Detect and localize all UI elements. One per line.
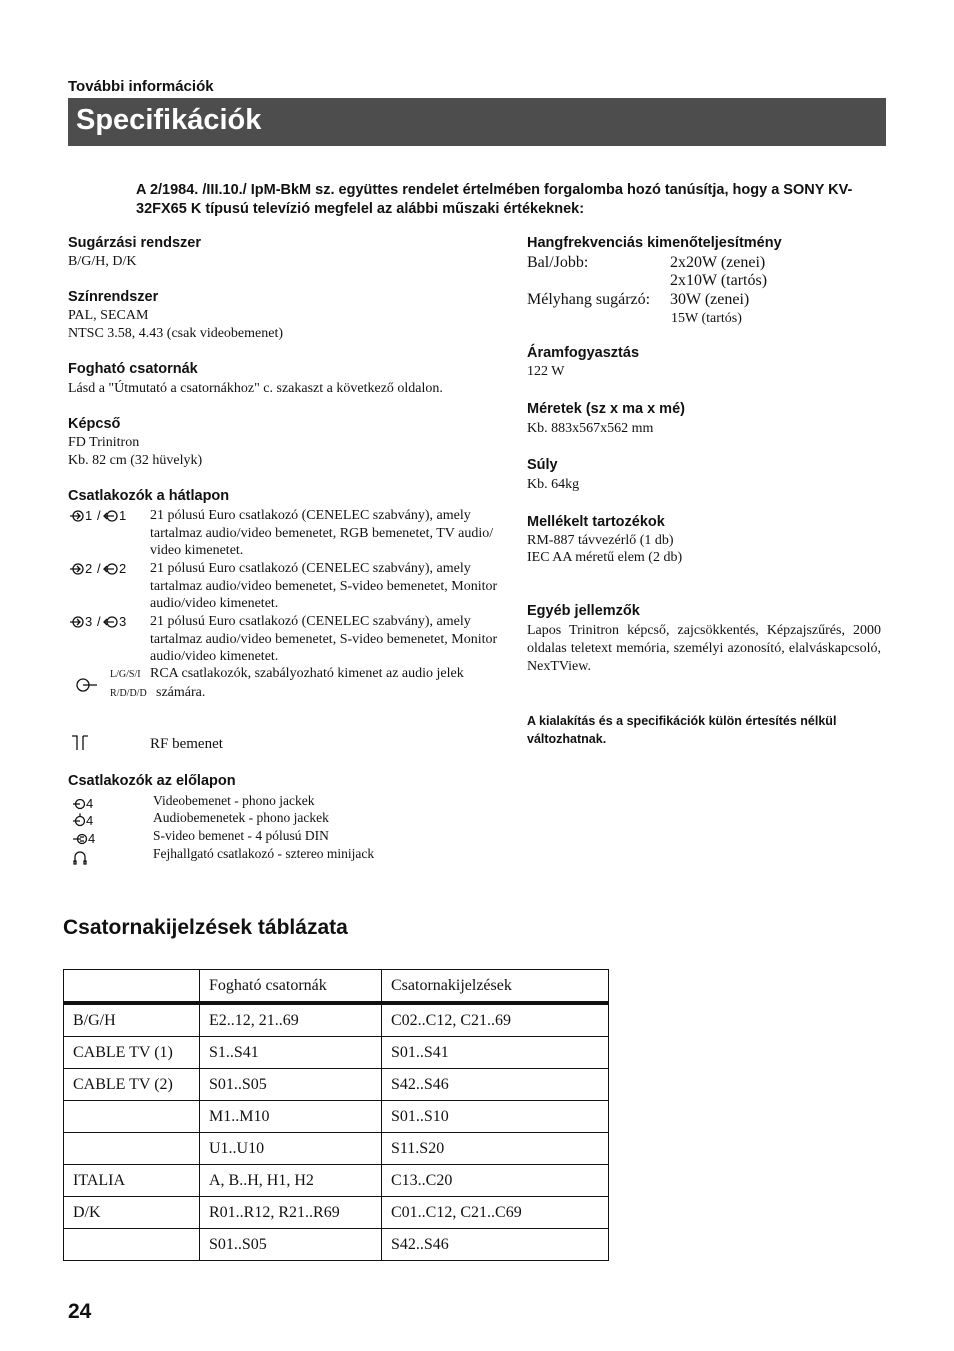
accessories-value-2: IEC AA méretű elem (2 db) [527,550,683,565]
left-right-value-2: 2x10W (tartós) [670,272,768,289]
color-system-value-2: NTSC 3.58, 4.43 (csak videobemenet) [68,326,284,341]
table-row [64,1037,609,1069]
accessories-heading: Mellékelt tartozékok [527,514,665,530]
table-cell: S42..S46 [382,1069,609,1101]
channel-table [63,969,609,1261]
s-video-icon [72,831,102,851]
page-number: 24 [68,1300,92,1323]
table-header-cell: Fogható csatornák [200,970,382,1004]
left-right-label: Bal/Jobb: [527,254,589,271]
table-cell: B/G/H [64,1003,200,1037]
woofer-label: Mélyhang sugárzó: [527,291,651,308]
svg-text:/: / [97,508,101,523]
svg-text:3: 3 [119,614,127,629]
audio-in-icon [72,813,102,833]
table-cell: S01..S05 [200,1069,382,1101]
accessories-value-1: RM-887 távvezérlő (1 db) [527,533,674,548]
weight-heading: Súly [527,457,558,473]
left-right-value-1: 2x20W (zenei) [670,254,766,271]
rca-desc-line-1: RCA csatlakozók, szabályozható kimenet az audio jelek [150,666,464,681]
table-cell: S11.S20 [382,1133,609,1165]
channels-value: Lásd a "Útmutató a csatornákhoz" c. szakaszt a következő oldalon. [68,381,443,396]
svg-text:4: 4 [88,831,96,846]
front-connector-desc: Audiobemenetek - phono jackek [153,810,329,825]
section-label: További információk [68,78,214,95]
rf-desc: RF bemenet [150,736,223,752]
table-cell: D/K [64,1197,200,1229]
table-row [64,1133,609,1165]
power-consumption-value: 122 W [527,364,565,379]
woofer-value-1: 30W (zenei) [670,291,750,308]
table-row [64,1197,609,1229]
table-cell: S01..S41 [382,1037,609,1069]
weight-value: Kb. 64kg [527,477,580,492]
table-cell: S42..S46 [382,1229,609,1261]
table-header-row [64,970,609,1004]
dimensions-value: Kb. 883x567x562 mm [527,421,654,436]
power-consumption-heading: Áramfogyasztás [527,345,640,361]
table-cell: E2..12, 21..69 [200,1003,382,1037]
audio-output-heading: Hangfrekvenciás kimenőteljesítmény [527,235,782,251]
svg-text:3: 3 [85,614,93,629]
table-row [64,1101,609,1133]
table-cell [64,1133,200,1165]
table-row [64,1069,609,1101]
antenna-icon [70,734,90,757]
table-cell: U1..U10 [200,1133,382,1165]
svg-text:1: 1 [119,508,127,523]
front-connector-desc: Videobemenet - phono jackek [153,793,315,808]
rear-connector-desc: 21 pólusú Euro csatlakozó (CENELEC szabvány), amely tartalmaz audio/video bemenetet, RGB bemenetet, TV audio/ video kimenetet. [150,508,494,558]
broadcast-system-value: B/G/H, D/K [68,254,137,269]
table-title: Csatornakijelzések táblázata [63,916,348,939]
table-cell: M1..M10 [200,1101,382,1133]
other-features-heading: Egyéb jellemzők [527,603,640,619]
svg-text:4: 4 [86,813,94,828]
page-title: Specifikációk [76,104,262,136]
other-features-value: Lapos Trinitron képcső, zajcsökkentés, Képzajszűrés, 2000 oldalas teletext memória, személyi azonosító, elalváskapcsoló, NexTView. [527,623,881,674]
table-cell: C13..C20 [382,1165,609,1197]
dimensions-heading: Méretek (sz x ma x mé) [527,401,685,417]
table-cell: CABLE TV (2) [64,1069,200,1101]
table-cell: S01..S05 [200,1229,382,1261]
picture-tube-value-2: Kb. 82 cm (32 hüvelyk) [68,453,203,468]
woofer-value-2: 15W (tartós) [671,311,742,326]
scart-2-icon [68,560,148,576]
table-header-cell [64,970,200,1004]
svg-text:2: 2 [119,561,127,576]
table-row [64,1165,609,1197]
broadcast-system-heading: Sugárzási rendszer [68,235,201,251]
table-cell: C02..C12, C21..69 [382,1003,609,1037]
table-cell: ITALIA [64,1165,200,1197]
rear-connectors-heading: Csatlakozók a hátlapon [68,488,230,504]
table-cell: C01..C12, C21..C69 [382,1197,609,1229]
table-cell [64,1229,200,1261]
front-connectors-heading: Csatlakozók az előlapon [68,773,236,789]
table-cell: CABLE TV (1) [64,1037,200,1069]
front-connector-desc: S-video bemenet - 4 pólusú DIN [153,828,329,843]
scart-3-icon [68,613,148,629]
rca-label-right: R/D/D/D [110,688,147,699]
table-cell: S01..S10 [382,1101,609,1133]
channels-heading: Fogható csatornák [68,361,198,377]
svg-text:2: 2 [85,561,93,576]
design-notice: A kialakítás és a specifikációk külön értesítés nélkül változhatnak. [527,714,837,746]
intro-text: A 2/1984. /III.10./ IpM-BkM sz. együttes rendelet értelmében forgalomba hozó tanúsítja, hogy a SONY KV-32FX65 K típusú televízió megfelel az alábbi műszaki értékeknek: [136,182,853,217]
front-connector-desc: Fejhallgató csatlakozó - sztereo minijack [153,846,375,861]
picture-tube-value-1: FD Trinitron [68,435,140,450]
table-cell: R01..R12, R21..R69 [200,1197,382,1229]
svg-text:/: / [97,614,101,629]
svg-text:4: 4 [86,796,94,811]
color-system-value-1: PAL, SECAM [68,308,149,323]
rear-connector-desc: 21 pólusú Euro csatlakozó (CENELEC szabvány), amely tartalmaz audio/video bemenetet, S-video bemenetet, Monitor audio/video kimenetet. [150,614,498,664]
table-cell: S1..S41 [200,1037,382,1069]
table-row [64,1003,609,1037]
color-system-heading: Színrendszer [68,289,159,305]
audio-out-icon [74,675,102,700]
rear-connector-desc: 21 pólusú Euro csatlakozó (CENELEC szabvány), amely tartalmaz audio/video bemenetet, S-video bemenetet, Monitor audio/video kimenetet. [150,561,498,611]
picture-tube-heading: Képcső [68,416,121,432]
table-header-cell: Csatornakijelzések [382,970,609,1004]
scart-1-icon [68,507,148,523]
rca-desc-line-2: számára. [156,685,206,700]
table-cell [64,1101,200,1133]
svg-text:/: / [97,561,101,576]
headphones-icon [73,850,87,870]
rca-label-left: L/G/S/I [110,669,141,680]
table-cell: A, B..H, H1, H2 [200,1165,382,1197]
svg-text:1: 1 [85,508,93,523]
table-row [64,1229,609,1261]
